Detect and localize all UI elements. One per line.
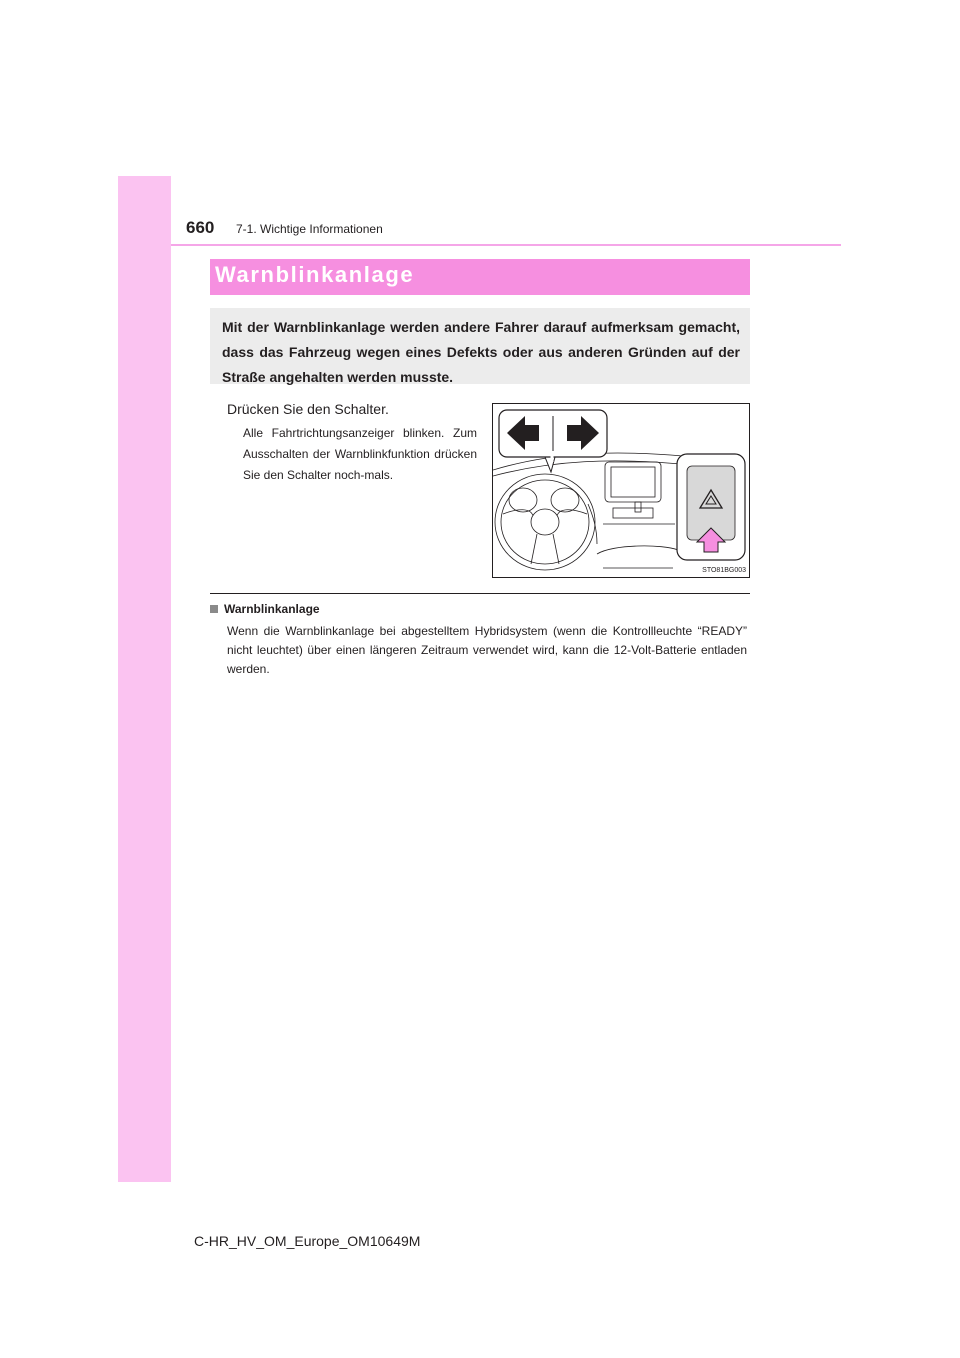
step-instruction: Drücken Sie den Schalter. — [227, 401, 389, 417]
note-body: Wenn die Warnblinkanlage bei abgestelltem Hybridsystem (wenn die Kontrollleuchte “READY” nicht leuchtet) über einen längeren Zeitraum verwendet wird, kann die 12-Volt-Batterie entladen werden. — [227, 624, 747, 676]
note-heading-text: Warnblinkanlage — [224, 602, 320, 616]
hazard-switch-illustration — [492, 403, 750, 578]
dashboard-drawing — [493, 404, 749, 577]
section-label: 7-1. Wichtige Informationen — [236, 222, 383, 236]
header-rule — [171, 244, 841, 246]
page-title: Warnblinkanlage — [215, 262, 415, 287]
step-detail: Alle Fahrtrichtungsanzeiger blinken. Zum Ausschalten der Warnblinkfunktion drücken Sie den Schalter noch-mals. — [243, 426, 477, 482]
intro-box — [210, 308, 750, 384]
section-divider — [210, 593, 750, 594]
chapter-sidebar-tab — [118, 176, 171, 1182]
intro-text: Mit der Warnblinkanlage werden andere Fahrer darauf aufmerksam gemacht, dass das Fahrzeug wegen eines Defekts oder aus anderen Gründen auf der Straße angehalten werden musste. — [222, 319, 740, 385]
figure-code: STO81BG003 — [702, 567, 746, 574]
note-heading — [210, 602, 320, 616]
title-bar — [210, 259, 750, 295]
document-id: C-HR_HV_OM_Europe_OM10649M — [194, 1233, 421, 1249]
square-bullet-icon — [210, 605, 218, 613]
page-number: 660 — [186, 218, 215, 237]
